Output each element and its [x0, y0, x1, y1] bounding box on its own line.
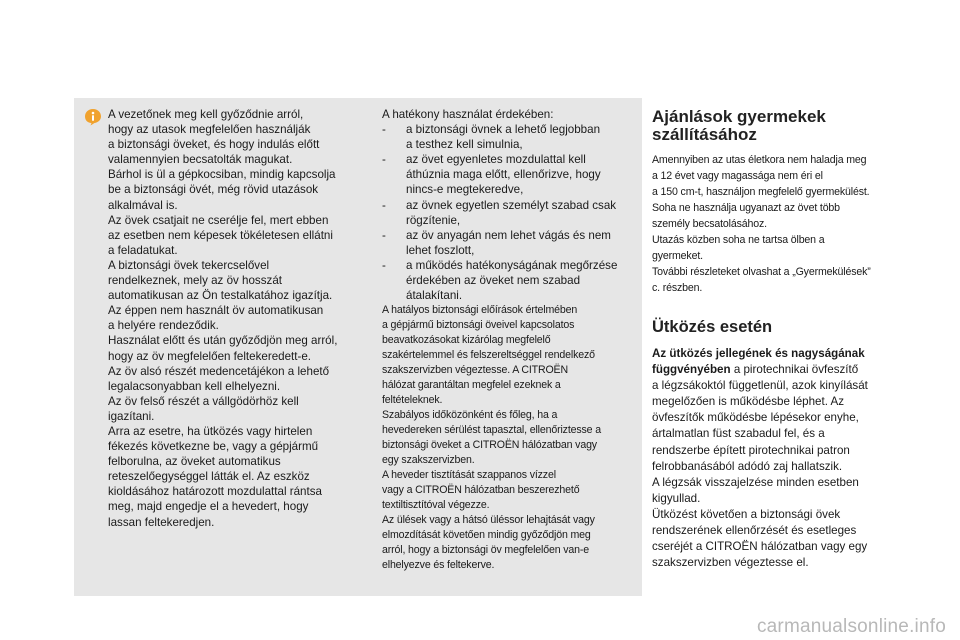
text-line: hogy az öv megfelelően feltekeredett-e.: [108, 349, 312, 363]
text-line: elhelyezve és feltekerve.: [382, 559, 495, 572]
text-line: a 150 cm-t, használjon megfelelő gyermekülést.: [652, 186, 870, 198]
list-dash: -: [382, 123, 386, 137]
text-line: érdekében az öveket nem szabad: [406, 274, 581, 288]
list-item: [382, 228, 638, 258]
list-dash: -: [382, 258, 386, 272]
text-line: a testhez kell simulnia,: [406, 138, 523, 152]
heading-line: Ajánlások gyermekek: [652, 107, 826, 126]
text-line: feltételeknek.: [382, 394, 443, 407]
text-line: rendszerbe épített pirotechnikai patron: [652, 443, 850, 457]
text-line: automatikusan az Ön testalkatához igazítja.: [108, 289, 333, 303]
text-line: Az öv alsó részét medencetájékon a lehető: [108, 364, 330, 378]
text-line: az övnek egyetlen személyt szabad csak: [406, 198, 617, 212]
text-line: övfeszítők működésbe lépésekor enyhe,: [652, 411, 859, 425]
text-line: További részleteket olvashat a „Gyermekülések”: [652, 266, 871, 278]
section-heading-crash: Ütközés esetén: [652, 318, 773, 336]
list-dash: -: [382, 153, 386, 167]
text-line: vagy a CITROËN hálózatban beszerezhető: [382, 484, 580, 497]
text-line: az övet egyenletes mozdulattal kell: [406, 153, 586, 167]
text-line: átalakítani.: [406, 289, 463, 303]
text-line: textiltisztítóval végezze.: [382, 499, 490, 512]
text-line: valamennyien becsatolták magukat.: [108, 153, 293, 167]
text-line: Az ülések vagy a hátsó üléssor lehajtását vagy: [382, 514, 595, 527]
text-line: az öv anyagán nem lehet vágás és nem: [406, 228, 611, 242]
text-line: c. részben.: [652, 282, 703, 294]
text-line: Az övek csatjait ne cserélje fel, mert ebben: [108, 213, 329, 227]
text-line: A vezetőnek meg kell győződnie arról,: [108, 108, 304, 121]
text-line: Arra az esetre, ha ütközés vagy hirtelen: [108, 424, 313, 438]
text-line: Ütközést követően a biztonsági övek: [652, 507, 841, 521]
text-line: A heveder tisztítását szappanos vízzel: [382, 469, 556, 482]
text-line: rendszerének ellenőrzését és esetleges: [652, 524, 857, 538]
text-line: A biztonsági övek tekercselővel: [108, 258, 270, 272]
text-line: szakértelemmel és felszereltséggel rendelkező: [382, 349, 595, 362]
list-item: [382, 198, 638, 228]
text-line: felrobbanásából adódó zaj hallatszik.: [652, 459, 843, 473]
text-line: beavatkozásokat kizárólag megfelelő: [382, 334, 551, 347]
text-line: Az öv felső részét a vállgödörhöz kell: [108, 394, 299, 408]
text-line: személy becsatolásához.: [652, 218, 767, 230]
text-line: meg, majd engedje el a hevedert, hogy: [108, 500, 309, 514]
text-line: a működés hatékonyságának megőrzése: [406, 258, 618, 272]
info-icon: [84, 108, 102, 126]
text-line: hevedereken sérülést tapasztal, ellenőriztesse a: [382, 424, 601, 437]
text-line: A hatályos biztonsági előírások értelmében: [382, 304, 578, 317]
list-item: [382, 122, 638, 152]
text-line: hálózat garantáltan megfelel ezeknek a: [382, 379, 561, 392]
text-line: reteszelőegységgel látták el. Az eszköz: [108, 470, 310, 484]
text-line: Az ütközés jellegének és nagyságának: [652, 347, 865, 360]
text-line: elmozdítását követően mindig győződjön meg: [382, 529, 591, 542]
text-line: fékezés következne be, vagy a gépjármű: [108, 440, 319, 454]
text-line: be a biztonsági övét, még rövid utazások: [108, 183, 319, 197]
heading-line: szállításához: [652, 125, 757, 144]
text-line: a gépjármű biztonsági öveivel kapcsolatos: [382, 319, 575, 332]
text-line: arról, hogy a biztonsági öv megfelelően van-e: [382, 544, 590, 557]
section-heading-children: [652, 108, 910, 144]
text-line: Az éppen nem használt öv automatikusan: [108, 304, 324, 318]
text-line: [652, 362, 910, 378]
crash-text: [652, 346, 910, 571]
text-line: lassan feltekeredjen.: [108, 515, 215, 529]
text-line: megelőzően is működésbe léphet. Az: [652, 395, 845, 409]
effective-use-text: [382, 107, 638, 573]
text-line: kigyullad.: [652, 491, 701, 505]
text-line: a helyére rendeződik.: [108, 319, 219, 333]
text-line: nincs-e megtekeredve,: [406, 183, 524, 197]
list-dash: -: [382, 228, 386, 242]
text-line: igazítani.: [108, 409, 155, 423]
text-line: Szabályos időközönként és főleg, ha a: [382, 409, 558, 422]
text-line: gyermeket.: [652, 250, 703, 262]
text-line: kioldásához határozott mozdulattal rántsa: [108, 485, 322, 499]
text-line: szakszervizben végeztesse. A CITROËN: [382, 364, 568, 377]
text-line: a biztonsági öveket, és hogy indulás előtt: [108, 138, 320, 152]
text-line: Bárhol is ül a gépkocsiban, mindig kapcsolja: [108, 168, 336, 182]
text-line: Amennyiben az utas életkora nem haladja meg: [652, 154, 867, 166]
text-line: a biztonsági övnek a lehető legjobban: [406, 123, 601, 137]
text-line: alkalmával is.: [108, 198, 178, 212]
bold-phrase: függvényében: [652, 363, 731, 377]
text-line: Soha ne használja ugyanazt az övet több: [652, 202, 840, 214]
text-line: Utazás közben soha ne tartsa ölben a: [652, 234, 825, 246]
child-and-crash-section: [652, 107, 910, 571]
text-line: rendelkeznek, mely az öv hosszát: [108, 274, 282, 288]
list-dash: -: [382, 198, 386, 212]
list-item: [382, 152, 638, 197]
text-line: a feladatukat.: [108, 243, 178, 257]
text-line: az esetben nem képesek tökéletesen ellátni: [108, 228, 333, 242]
service-notes: [382, 303, 638, 573]
text-line: szakszervizben végeztesse el.: [652, 556, 809, 570]
child-transport-text: [652, 152, 910, 296]
seatbelt-info-text: [108, 107, 366, 530]
text-line: biztonsági öveket a CITROËN hálózatban vagy: [382, 439, 597, 452]
text-fragment: a pirotechnikai övfeszítő: [730, 363, 859, 377]
text-line: Használat előtt és után győződjön meg arról,: [108, 334, 338, 348]
text-line: hogy az utasok megfelelően használják: [108, 123, 311, 137]
text-line: lehet foszlott,: [406, 243, 475, 257]
text-line: felborulna, az öveket automatikus: [108, 455, 281, 469]
text-line: áthúznia maga előtt, ellenőrizve, hogy: [406, 168, 601, 182]
text-line: rögzítenie,: [406, 213, 461, 227]
list-item: [382, 258, 638, 303]
text-line: ártalmatlan füst szabadul fel, és a: [652, 427, 825, 441]
text-line: A légzsák visszajelzése minden esetben: [652, 475, 859, 489]
intro-line: A hatékony használat érdekében:: [382, 108, 554, 121]
text-line: legalacsonyabban kell elhelyezni.: [108, 379, 281, 393]
watermark-footer: carmanualsonline.info: [756, 616, 946, 637]
text-line: a 12 évet vagy magassága nem éri el: [652, 170, 823, 182]
text-line: cseréjét a CITROËN hálózatban vagy egy: [652, 540, 868, 554]
text-line: a légzsákoktól függetlenül, azok kinyílását: [652, 379, 868, 393]
text-line: egy szakszervizben.: [382, 454, 475, 467]
